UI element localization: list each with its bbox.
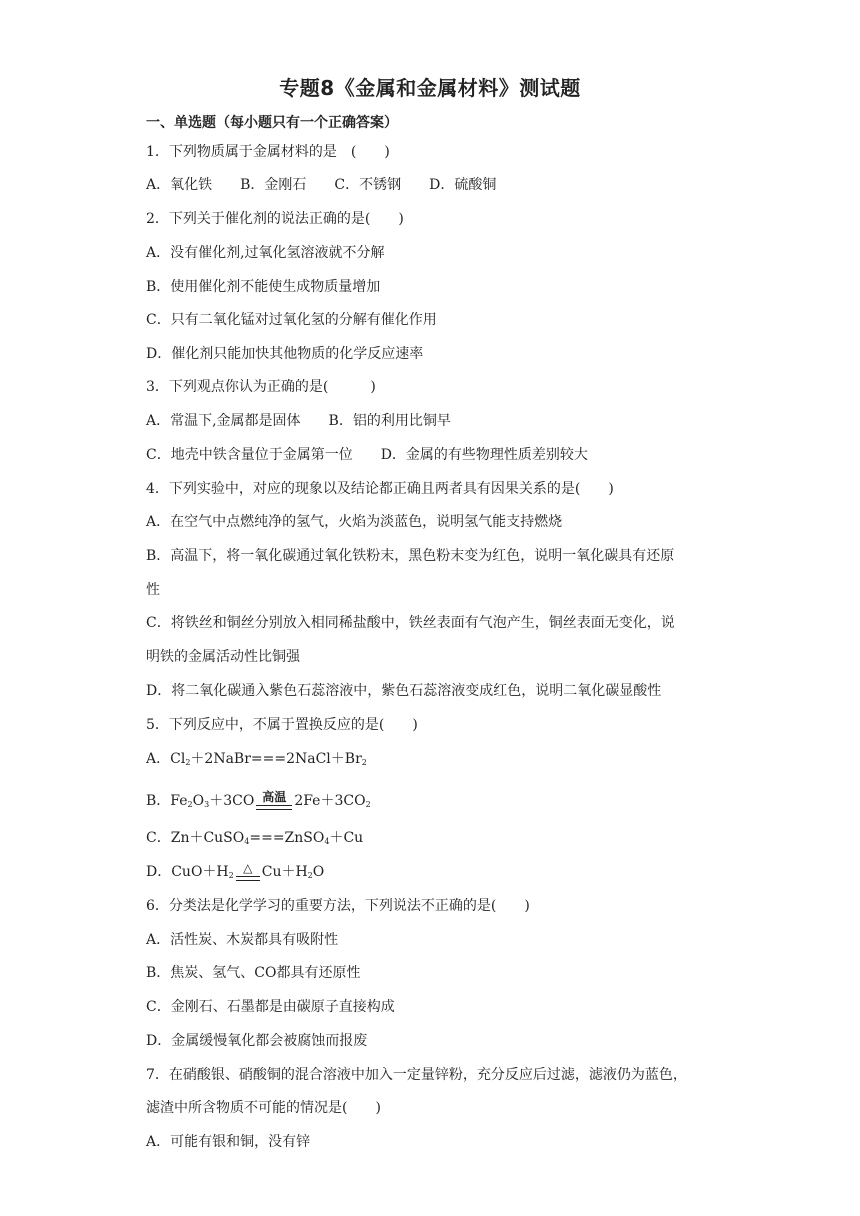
question-2-option-d: D．催化剂只能加快其他物质的化学反应速率 [146,346,424,362]
question-3-stem: 3．下列观点你认为正确的是( ) [146,379,376,395]
equation-text: Cu＋H [261,864,308,880]
equation-text: ＋Cu [329,830,364,846]
question-2-stem: 2．下列关于催化剂的说法正确的是( ) [146,211,404,227]
question-4-option-c-line2: 明铁的金属活动性比铜强 [146,649,300,665]
question-2-option-b: B．使用催化剂不能使生成物质量增加 [146,279,381,295]
reaction-condition: 高温 [262,790,287,804]
reaction-condition-sign [234,861,262,885]
question-6-option-a: A．活性炭、木炭都具有吸附性 [146,932,339,948]
question-4-option-b-line2: 性 [146,582,160,598]
question-6-option-c: C．金刚石、石墨都是由碳原子直接构成 [146,999,395,1015]
question-2-option-c: C．只有二氧化锰对过氧化氢的分解有催化作用 [146,312,437,328]
subscript: 3 [204,800,210,809]
subscript: 2 [185,758,191,767]
equation-text: C．Zn＋CuSO [146,830,245,846]
question-4-option-d: D．将二氧化碳通入紫色石蕊溶液中，紫色石蕊溶液变成红色，说明二氧化碳显酸性 [146,683,662,699]
subscript: 2 [228,871,234,880]
question-7-option-a: A．可能有银和铜，没有锌 [146,1134,311,1150]
subscript: 2 [365,800,371,809]
question-7-stem-line1: 7．在硝酸银、硝酸铜的混合溶液中加入一定量锌粉，充分反应后过滤，滤液仍为蓝色， [146,1067,687,1083]
question-4-option-c-line1: C．将铁丝和铜丝分别放入相同稀盐酸中，铁丝表面有气泡产生，铜丝表面无变化，说 [146,615,675,631]
equation-text: A．Cl [146,751,186,767]
question-5-option-b [146,792,371,814]
question-1-stem: 1．下列物质属于金属材料的是 ( ) [146,144,390,160]
subscript: 4 [244,837,250,846]
equation-text: O [312,864,325,880]
question-5-option-a [146,750,367,772]
subscript: 4 [324,837,330,846]
question-6-stem: 6．分类法是化学学习的重要方法，下列说法不正确的是( ) [146,898,530,914]
reaction-condition-sign [254,790,294,814]
question-2-option-a: A．没有催化剂,过氧化氢溶液就不分解 [146,245,385,261]
equation-text: ===ZnSO [249,830,325,846]
equals-bars [236,876,260,881]
question-7-stem-line2: 滤渣中所含物质不可能的情况是( ) [146,1100,381,1116]
equation-text: 2Fe＋3CO [294,793,366,809]
reaction-condition: △ [243,861,253,875]
question-4-option-b-line1: B．高温下，将一氧化碳通过氧化铁粉末，黑色粉末变为红色，说明一氧化碳具有还原 [146,548,675,564]
subscript: 2 [307,871,313,880]
equation-text: B．Fe [146,793,188,809]
question-6-option-b: B．焦炭、氢气、CO都具有还原性 [146,965,361,981]
question-4-option-a: A．在空气中点燃纯净的氢气，火焰为淡蓝色，说明氢气能支持燃烧 [146,514,563,530]
equals-bars [256,805,292,810]
equation-text: D．CuO＋H [146,864,229,880]
question-5-option-c [146,829,363,851]
equation-text: ＋2NaBr===2NaCl＋Br [190,751,362,767]
question-1-options: A．氧化铁 B．金刚石 C．不锈钢 D．硫酸铜 [146,177,497,193]
question-4-stem: 4．下列实验中，对应的现象以及结论都正确且两者具有因果关系的是( ) [146,481,614,497]
question-6-option-d: D．金属缓慢氧化都会被腐蚀而报废 [146,1033,368,1049]
equation-text: ＋3CO [209,793,255,809]
question-3-options-cd: C．地壳中铁含量位于金属第一位 D．金属的有些物理性质差别较大 [146,447,588,463]
subscript: 2 [187,800,193,809]
question-5-stem: 5．下列反应中，不属于置换反应的是( ) [146,717,418,733]
question-5-option-d [146,863,324,885]
page-title: 专题8《金属和金属材料》测试题 [279,76,581,100]
equation-text: O [192,793,205,809]
subscript: 2 [361,758,367,767]
section-heading: 一、单选题（每小题只有一个正确答案） [146,115,398,131]
question-3-options-ab: A．常温下,金属都是固体 B．铝的利用比铜早 [146,413,451,429]
